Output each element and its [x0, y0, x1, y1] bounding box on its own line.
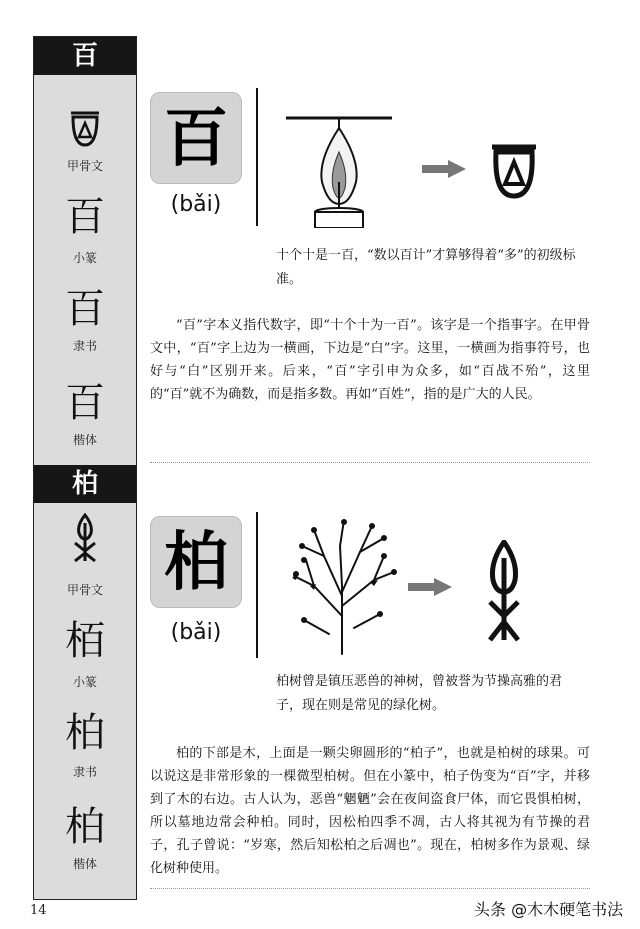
- divider-line: [256, 512, 258, 658]
- illustration-caption: 柏树曾是镇压恶兽的神树，曾被誉为节操高雅的君子，现在则是常见的绿化树。: [276, 674, 563, 713]
- form-label: 甲骨文: [66, 159, 103, 173]
- section-divider: [150, 888, 590, 889]
- explanation-paragraph: 柏的下部是木，上面是一颗尖卵圆形的“柏子”，也就是柏树的球果。可以说这是非常形象的一棵微型柏树。但在小篆中，柏子伪变为“百”字，并移到了木的右边。古人认为，恶兽“魍魉”会在夜间盗食尸体，而它畏惧柏树，所以墓地边常会种柏。同时，因松柏四季不凋，古人将其视为有节操的君子，孔子曾说：“岁寒，然后知松柏之后凋也”。现在，柏树多作为景观、绿化树种使用。: [150, 746, 590, 876]
- form-label: 隶书: [72, 765, 97, 779]
- oracle-bone-bai-large-icon: [488, 142, 540, 200]
- form-label: 小篆: [72, 675, 97, 689]
- headword-bai-hundred: 百: [150, 92, 242, 184]
- candle-flame-illustration: [286, 112, 396, 228]
- small-seal-glyph: 栢: [65, 618, 105, 664]
- clerical-glyph: 柏: [65, 710, 105, 756]
- form-label: 楷体: [72, 433, 97, 447]
- section-divider: [150, 462, 590, 463]
- small-seal-glyph: 百: [65, 194, 105, 240]
- oracle-bone-glyph: [34, 513, 136, 572]
- oracle-bone-bai-icon: [68, 109, 102, 149]
- sidebar-title-bai-cypress: 柏: [34, 465, 136, 503]
- page-number: 14: [30, 903, 47, 918]
- headword-bai-cypress: 柏: [150, 516, 242, 608]
- form-label: 小篆: [72, 251, 97, 265]
- watermark: 头条 @木木硬笔书法: [474, 900, 624, 919]
- cypress-tree-illustration: [284, 516, 400, 656]
- form-label: 隶书: [72, 339, 97, 353]
- character-evolution-sidebar: [33, 36, 137, 900]
- regular-glyph: 柏: [65, 804, 105, 850]
- regular-glyph: 百: [65, 380, 105, 426]
- oracle-bone-cypress-icon: [70, 513, 100, 563]
- form-label: 甲骨文: [66, 583, 103, 597]
- oracle-bone-cypress-large-icon: [484, 540, 524, 644]
- form-label: 楷体: [72, 857, 97, 871]
- arrow-right-icon: [422, 160, 466, 178]
- oracle-bone-glyph: [34, 109, 136, 158]
- pinyin-bai-cypress: (bǎi): [170, 620, 222, 645]
- sidebar-title-bai-hundred: 百: [34, 37, 136, 75]
- illustration-caption: 十个十是一百，“数以百计”才算够得着“多”的初级标准。: [276, 248, 576, 287]
- clerical-glyph: 百: [65, 286, 105, 332]
- explanation-paragraph: “百”字本义指代数字，即“十个十为一百”。该字是一个指事字。在甲骨文中，“百”字上边为一横画，下边是“白”字。这里，一横画为指事符号，也好与“白”区别开来。后来，“百”字引申为众多，如“百战不殆”，这里的“百”就不为确数，而是指多数。再如“百姓”，指的是广大的人民。: [150, 318, 590, 402]
- pinyin-bai-hundred: (bǎi): [170, 192, 222, 217]
- divider-line: [256, 88, 258, 226]
- arrow-right-icon: [408, 578, 452, 596]
